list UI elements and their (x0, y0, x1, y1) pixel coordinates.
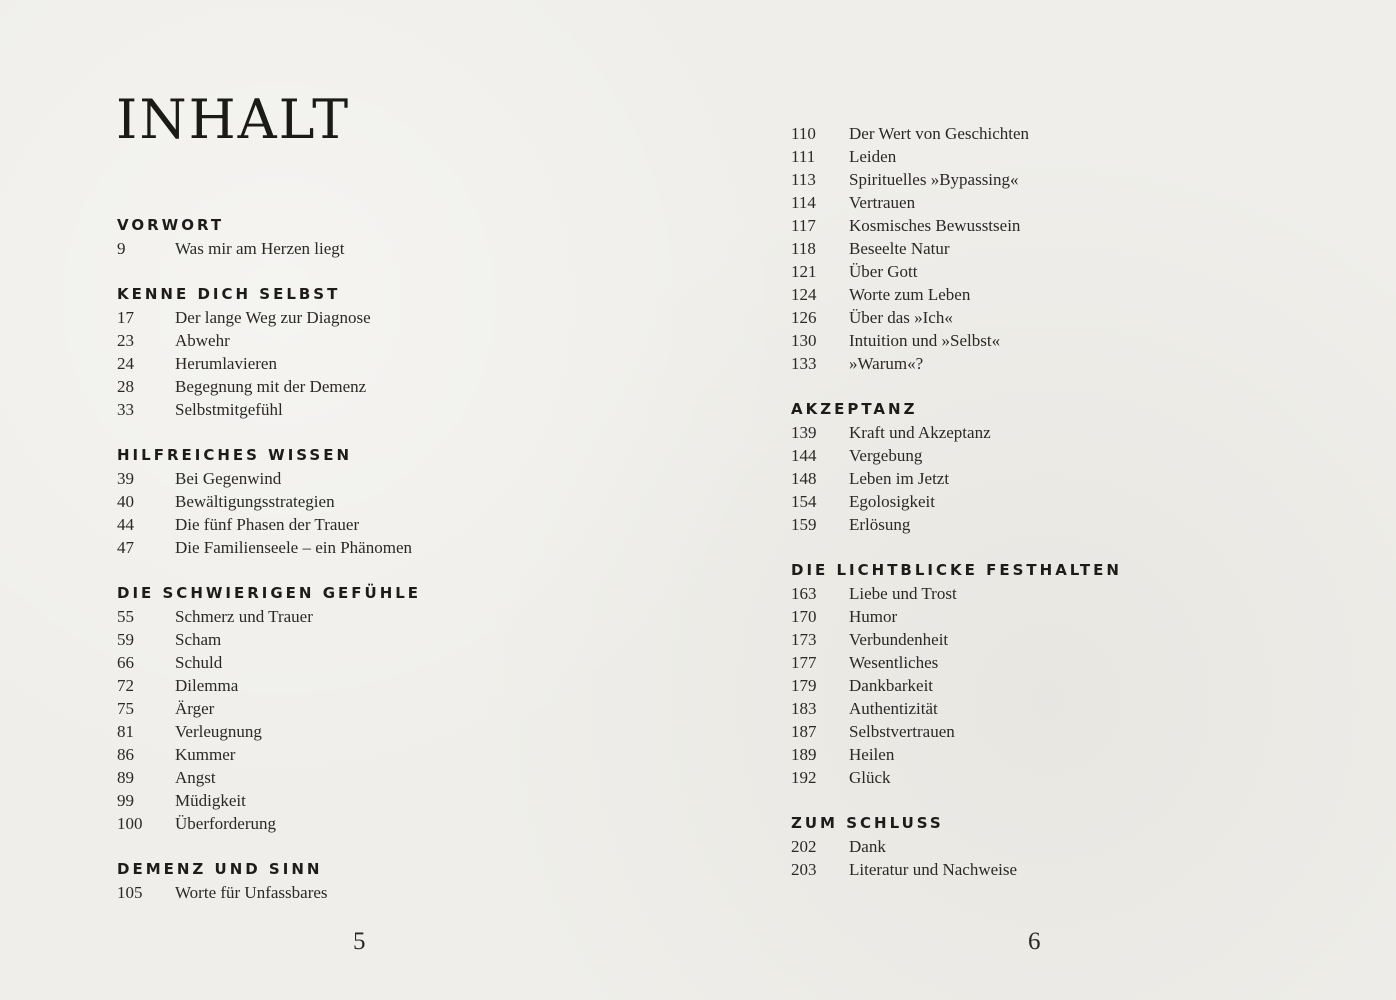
toc-entry-title: Humor (849, 607, 898, 626)
toc-entry-title: Wesentliches (849, 653, 939, 672)
section-heading: KENNE DICH SELBST (117, 285, 341, 303)
toc-entry (117, 628, 421, 651)
toc-entry-title: Worte für Unfassbares (175, 883, 328, 902)
toc-entry-title: Kosmisches Bewusstsein (849, 216, 1021, 235)
toc-entry-page: 118 (791, 239, 816, 258)
toc-entry-page: 126 (791, 308, 817, 327)
toc-entry (117, 651, 421, 674)
toc-entry-title: Egolosigkeit (849, 492, 935, 511)
toc-entry-title: Verbundenheit (849, 630, 949, 649)
toc-entry-title: Müdigkeit (175, 791, 246, 810)
toc-entry (117, 536, 421, 559)
toc-entry-title: Dankbarkeit (849, 676, 934, 695)
page-number-right: 6 (1028, 928, 1041, 955)
toc-entry-page: 110 (791, 124, 816, 143)
toc-entry-title: Über das »Ich« (849, 308, 953, 327)
toc-entry-title: Die Familienseele – ein Phänomen (175, 538, 412, 557)
toc-entry (117, 605, 421, 628)
toc-entry-title: Selbstmitgefühl (175, 400, 283, 419)
toc-entry (791, 145, 1122, 168)
toc-entry (117, 881, 421, 904)
section-heading: DIE LICHTBLICKE FESTHALTEN (791, 561, 1122, 579)
toc-entry-page: 24 (117, 354, 134, 373)
toc-entry (791, 421, 1122, 444)
toc-entry-page: 59 (117, 630, 134, 649)
toc-entry-title: Worte zum Leben (849, 285, 971, 304)
toc-entry-page: 154 (791, 492, 817, 511)
toc-entry-page: 66 (117, 653, 134, 672)
toc-entry-page: 105 (117, 883, 143, 902)
toc-entry (791, 467, 1122, 490)
toc-entry-page: 189 (791, 745, 817, 764)
toc-entry-page: 139 (791, 423, 817, 442)
toc-entry (791, 743, 1122, 766)
toc-entry (791, 674, 1122, 697)
toc-entry-page: 192 (791, 768, 817, 787)
toc-entry (791, 858, 1122, 881)
toc-entry-page: 113 (791, 170, 816, 189)
toc-entry (117, 467, 421, 490)
toc-section (117, 283, 421, 421)
toc-entry-page: 81 (117, 722, 134, 741)
toc-entry-page: 130 (791, 331, 817, 350)
toc-entry-title: Literatur und Nachweise (849, 860, 1018, 879)
toc-entry (791, 582, 1122, 605)
toc-entry-title: Liebe und Trost (849, 584, 957, 603)
toc-entry-page: 23 (117, 331, 134, 350)
toc-entry (117, 237, 421, 260)
toc-entry (117, 490, 421, 513)
toc-entry-page: 117 (791, 216, 816, 235)
toc-entry-page: 114 (791, 193, 816, 212)
toc-section (791, 812, 1122, 881)
toc-entry (791, 329, 1122, 352)
section-heading: ZUM SCHLUSS (791, 814, 944, 832)
toc-entry-page: 177 (791, 653, 817, 672)
toc-section (117, 582, 421, 835)
toc-section (791, 559, 1122, 789)
section-heading: DEMENZ UND SINN (117, 860, 323, 878)
toc-entry (791, 214, 1122, 237)
toc-entry-page: 44 (117, 515, 134, 534)
toc-entry (791, 283, 1122, 306)
toc-entry-title: Spirituelles »Bypassing« (849, 170, 1019, 189)
toc-entry-page: 9 (117, 239, 126, 258)
toc-entry (117, 720, 421, 743)
toc-entry (791, 628, 1122, 651)
toc-section (117, 858, 421, 904)
toc-entry-title: Vertrauen (849, 193, 916, 212)
toc-entry-page: 111 (791, 147, 816, 166)
toc-entry-page: 133 (791, 354, 817, 373)
toc-entry-title: Über Gott (849, 262, 918, 281)
toc-entry-page: 86 (117, 745, 134, 764)
section-heading: AKZEPTANZ (791, 400, 918, 418)
toc-entry-title: Vergebung (849, 446, 923, 465)
toc-entry (117, 375, 421, 398)
toc-entry-title: Was mir am Herzen liegt (175, 239, 345, 258)
toc-entry-title: Die fünf Phasen der Trauer (175, 515, 360, 534)
toc-entry-page: 55 (117, 607, 134, 626)
toc-entry-title: Schmerz und Trauer (175, 607, 313, 626)
toc-entry (791, 720, 1122, 743)
toc-entry-page: 28 (117, 377, 134, 396)
toc-entry (117, 743, 421, 766)
toc-entry (791, 697, 1122, 720)
toc-entry (791, 352, 1122, 375)
right-page (698, 0, 1396, 1000)
toc-entry-page: 121 (791, 262, 817, 281)
toc-entry-title: Begegnung mit der Demenz (175, 377, 367, 396)
toc-entry (117, 513, 421, 536)
toc-entry-page: 99 (117, 791, 134, 810)
toc-entry-page: 179 (791, 676, 817, 695)
toc-right (791, 122, 1122, 904)
toc-entry (117, 329, 421, 352)
toc-entry (791, 122, 1122, 145)
toc-entry (117, 306, 421, 329)
page-title: INHALT (116, 88, 351, 151)
section-heading: DIE SCHWIERIGEN GEFÜHLE (117, 584, 422, 602)
toc-entry-title: Bewältigungsstrategien (175, 492, 335, 511)
toc-left (117, 214, 421, 927)
toc-entry (791, 490, 1122, 513)
toc-section (791, 122, 1122, 375)
toc-entry (791, 260, 1122, 283)
toc-entry-title: Überforderung (175, 814, 277, 833)
toc-entry (791, 444, 1122, 467)
toc-entry (117, 697, 421, 720)
toc-entry-title: Intuition und »Selbst« (849, 331, 1001, 350)
toc-entry-page: 173 (791, 630, 817, 649)
toc-entry-title: Schuld (175, 653, 223, 672)
toc-entry-page: 75 (117, 699, 134, 718)
toc-entry (117, 766, 421, 789)
toc-entry-page: 39 (117, 469, 134, 488)
toc-entry-title: Der Wert von Geschichten (849, 124, 1030, 143)
toc-entry (791, 306, 1122, 329)
toc-entry-page: 100 (117, 814, 143, 833)
toc-entry-page: 202 (791, 837, 817, 856)
toc-entry-title: Angst (175, 768, 216, 787)
toc-entry-page: 17 (117, 308, 134, 327)
toc-entry (117, 398, 421, 421)
toc-entry-page: 148 (791, 469, 817, 488)
page-number-left: 5 (353, 928, 366, 955)
toc-entry-title: Ärger (175, 699, 215, 718)
toc-entry-title: Authentizität (849, 699, 938, 718)
toc-entry (791, 237, 1122, 260)
toc-entry (791, 168, 1122, 191)
toc-entry-page: 47 (117, 538, 134, 557)
toc-entry-page: 40 (117, 492, 134, 511)
toc-section (791, 398, 1122, 536)
toc-section (117, 444, 421, 559)
section-heading: VORWORT (117, 216, 225, 234)
toc-entry-page: 170 (791, 607, 817, 626)
toc-entry-page: 163 (791, 584, 817, 603)
toc-entry-title: Leiden (849, 147, 897, 166)
toc-entry-title: Erlösung (849, 515, 911, 534)
toc-entry-title: Bei Gegenwind (175, 469, 282, 488)
toc-entry (791, 605, 1122, 628)
toc-entry-title: Der lange Weg zur Diagnose (175, 308, 371, 327)
toc-entry-title: Scham (175, 630, 222, 649)
toc-entry-page: 124 (791, 285, 817, 304)
toc-entry-page: 89 (117, 768, 134, 787)
toc-entry-page: 203 (791, 860, 817, 879)
toc-entry (117, 812, 421, 835)
toc-entry-page: 187 (791, 722, 817, 741)
toc-entry-page: 183 (791, 699, 817, 718)
toc-entry-page: 72 (117, 676, 134, 695)
toc-entry (791, 191, 1122, 214)
toc-entry-page: 33 (117, 400, 134, 419)
toc-section (117, 214, 421, 260)
toc-entry-title: Kraft und Akzeptanz (849, 423, 991, 442)
toc-entry-title: Verleugnung (175, 722, 262, 741)
toc-entry-title: Beseelte Natur (849, 239, 950, 258)
toc-entry-title: Dank (849, 837, 886, 856)
toc-entry (117, 352, 421, 375)
toc-entry (791, 513, 1122, 536)
section-heading: HILFREICHES WISSEN (117, 446, 353, 464)
toc-entry-title: Leben im Jetzt (849, 469, 950, 488)
toc-entry-title: Herumlavieren (175, 354, 277, 373)
toc-entry-page: 144 (791, 446, 817, 465)
toc-entry (791, 766, 1122, 789)
toc-entry-title: Dilemma (175, 676, 239, 695)
toc-entry-title: Abwehr (175, 331, 230, 350)
toc-entry (117, 789, 421, 812)
toc-entry-title: »Warum«? (849, 354, 924, 373)
toc-entry-page: 159 (791, 515, 817, 534)
toc-entry-title: Heilen (849, 745, 895, 764)
toc-entry (117, 674, 421, 697)
toc-entry-title: Selbstvertrauen (849, 722, 955, 741)
toc-entry (791, 651, 1122, 674)
toc-entry (791, 835, 1122, 858)
toc-entry-title: Kummer (175, 745, 236, 764)
toc-entry-title: Glück (849, 768, 891, 787)
